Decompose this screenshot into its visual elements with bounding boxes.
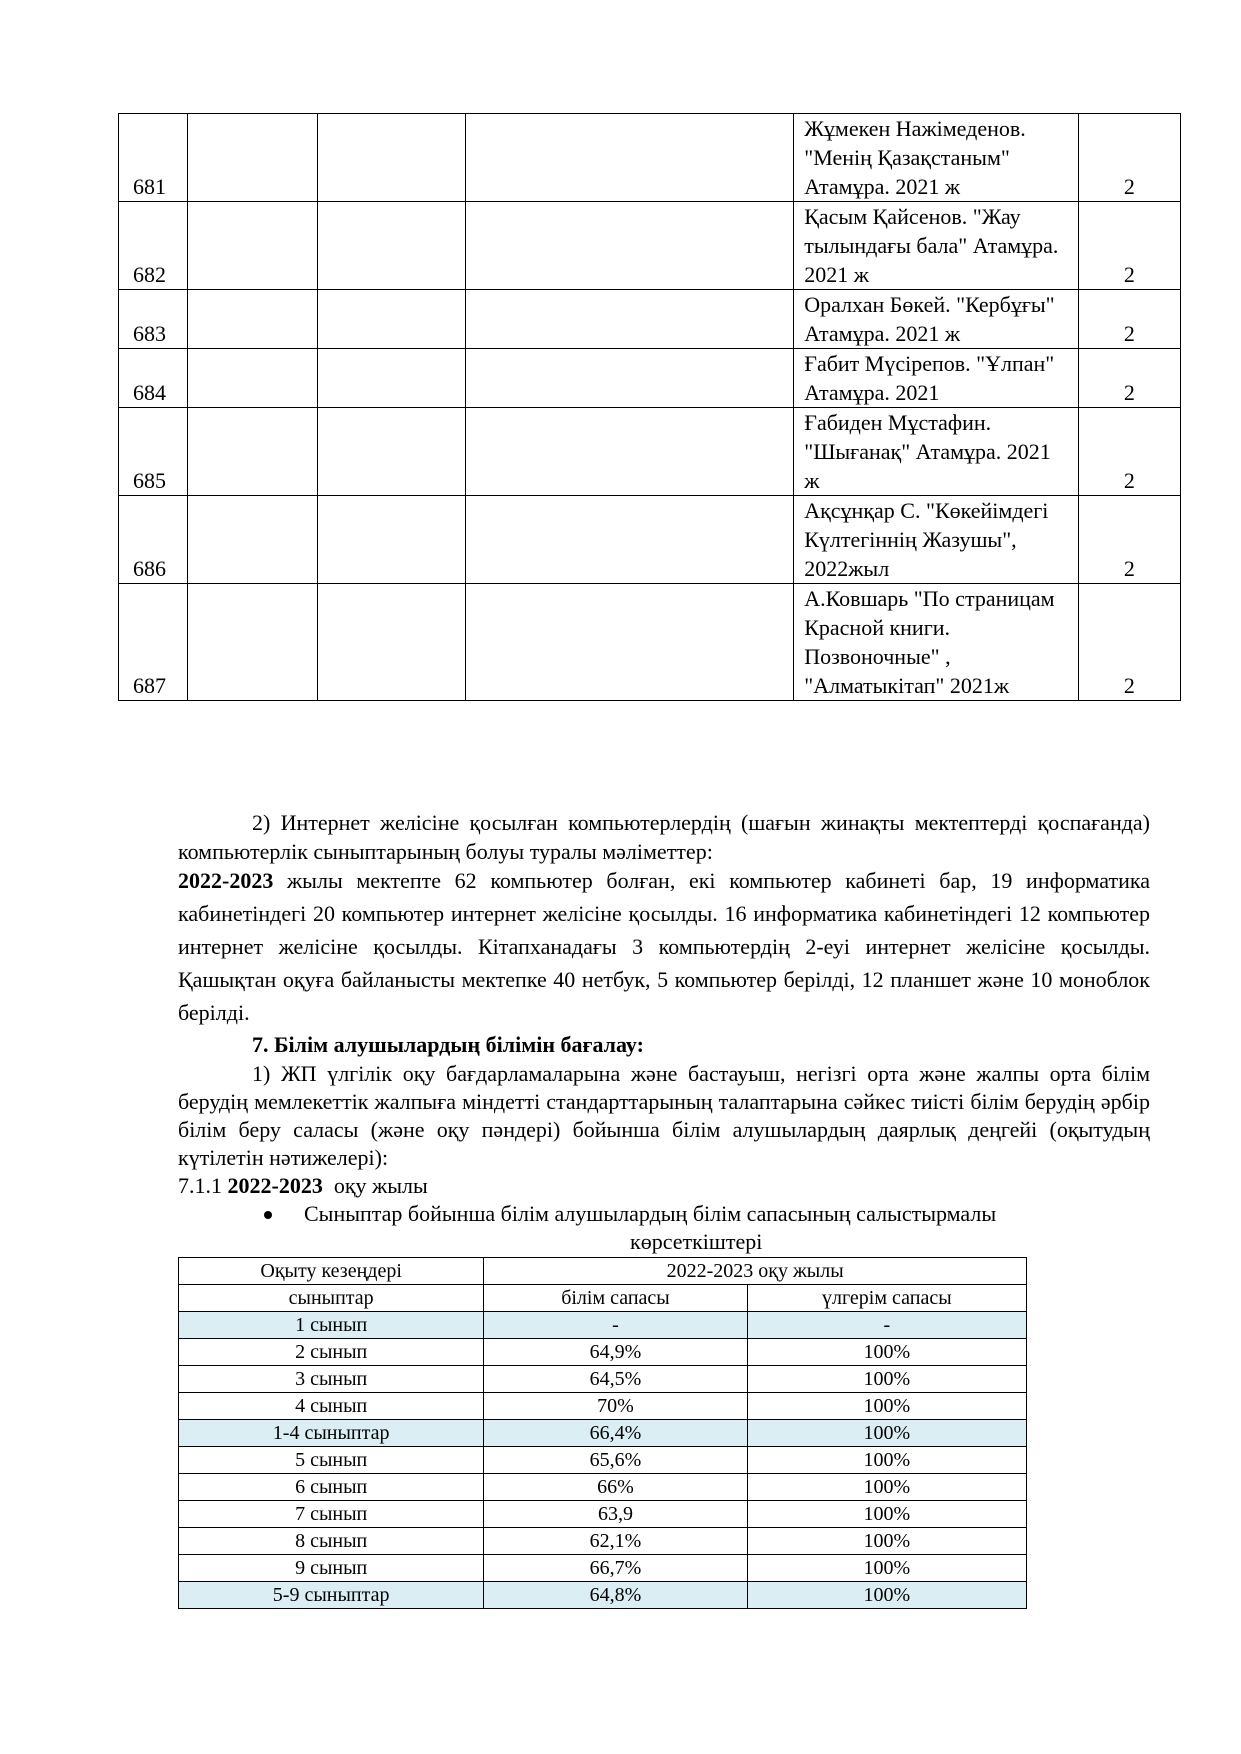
empty-cell [466, 408, 794, 496]
header-grades: сыныптар [179, 1285, 484, 1312]
progress-quality-cell: - [747, 1312, 1026, 1339]
empty-cell [318, 290, 466, 349]
book-row [119, 349, 1181, 408]
header-year: 2022-2023 оқу жылы [484, 1258, 1027, 1285]
subsection-rest: оқу жылы [322, 1173, 428, 1198]
bullet-text: Сыныптар бойынша білім алушылардың білім сапасының салыстырмалы [304, 1201, 997, 1226]
knowledge-quality-cell: 63,9 [484, 1501, 747, 1528]
quality-row [179, 1420, 1027, 1447]
grade-cell: 2 сынып [179, 1339, 484, 1366]
quality-row [179, 1339, 1027, 1366]
book-number: 683 [119, 290, 188, 349]
quality-row [179, 1312, 1027, 1339]
book-number: 685 [119, 408, 188, 496]
empty-cell [187, 349, 318, 408]
subsection-7-1-1 [178, 1172, 428, 1200]
book-title: Ақсұнқар С. "Көкейімдегі Күлтегіннің Жазушы", 2022жыл [794, 496, 1078, 584]
book-number: 687 [119, 584, 188, 701]
book-title: Қасым Қайсенов. "Жау тылындағы бала" Атамұра. 2021 ж [794, 202, 1078, 290]
progress-quality-cell: 100% [747, 1501, 1026, 1528]
quality-row [179, 1447, 1027, 1474]
knowledge-quality-cell: 70% [484, 1393, 747, 1420]
book-title: Ғабит Мүсірепов. "Ұлпан" Атамұра. 2021 [794, 349, 1078, 408]
progress-quality-cell: 100% [747, 1366, 1026, 1393]
subsection-number: 7.1.1 [178, 1173, 222, 1198]
progress-quality-cell: 100% [747, 1339, 1026, 1366]
empty-cell [466, 496, 794, 584]
progress-quality-cell: 100% [747, 1420, 1026, 1447]
progress-quality-cell: 100% [747, 1474, 1026, 1501]
quality-header-row-2 [179, 1285, 1027, 1312]
section-7-heading: 7. Білім алушылардың білімін бағалау: [252, 1032, 644, 1057]
knowledge-quality-cell: 64,5% [484, 1366, 747, 1393]
knowledge-quality-cell: - [484, 1312, 747, 1339]
grade-cell: 4 сынып [179, 1393, 484, 1420]
grade-cell: 3 сынып [179, 1366, 484, 1393]
year-bold: 2022-2023 [178, 868, 274, 893]
empty-cell [466, 584, 794, 701]
empty-cell [187, 202, 318, 290]
grade-cell: 9 сынып [179, 1555, 484, 1582]
empty-cell [187, 408, 318, 496]
quality-row [179, 1474, 1027, 1501]
grade-cell: 7 сынып [179, 1501, 484, 1528]
quality-table [178, 1257, 1027, 1609]
progress-quality-cell: 100% [747, 1555, 1026, 1582]
book-number: 682 [119, 202, 188, 290]
quality-row [179, 1393, 1027, 1420]
quality-row [179, 1366, 1027, 1393]
progress-quality-cell: 100% [747, 1528, 1026, 1555]
empty-cell [187, 114, 318, 202]
header-knowledge-quality: білім сапасы [484, 1285, 747, 1312]
empty-cell [187, 584, 318, 701]
book-row [119, 584, 1181, 701]
section-7-paragraph: 1) ЖП үлгілік оқу бағдарламаларына және бастауыш, негізгі орта және жалпы орта білім берудің мемлекеттік жалпыға міндетті стандарттарының талаптарына сәйкес тиісті білім берудің әрбір білім беру саласы (және оқу пәндері) бойынша білім алушылардың даярлық деңгейі (оқытудың күтілетін нәтижелері): [178, 1061, 1150, 1170]
knowledge-quality-cell: 62,1% [484, 1528, 747, 1555]
book-row [119, 408, 1181, 496]
quality-row [179, 1555, 1027, 1582]
book-title: Жұмекен Нажімеденов. "Менің Қазақстаным" Атамұра. 2021 ж [794, 114, 1078, 202]
book-quantity: 2 [1078, 202, 1180, 290]
knowledge-quality-cell: 66,4% [484, 1420, 747, 1447]
book-quantity: 2 [1078, 584, 1180, 701]
book-list-table [118, 113, 1181, 701]
quality-header-row-1 [179, 1258, 1027, 1285]
computers-info-paragraph [178, 864, 1150, 1029]
empty-cell [187, 290, 318, 349]
book-quantity: 2 [1078, 349, 1180, 408]
book-title: Ғабиден Мұстафин. "Шығанақ" Атамұра. 2021 ж [794, 408, 1078, 496]
book-quantity: 2 [1078, 496, 1180, 584]
progress-quality-cell: 100% [747, 1393, 1026, 1420]
book-number: 684 [119, 349, 188, 408]
empty-cell [187, 496, 318, 584]
grade-cell: 5 сынып [179, 1447, 484, 1474]
empty-cell [318, 202, 466, 290]
book-title: А.Ковшарь "По страницам Красной книги. Позвоночные" , "Алматыкітап" 2021ж [794, 584, 1078, 701]
empty-cell [318, 349, 466, 408]
knowledge-quality-cell: 64,8% [484, 1582, 747, 1609]
bullet-dot-icon [264, 1211, 272, 1219]
computers-info-text: жылы мектепте 62 компьютер болған, екі компьютер кабинеті бар, 19 информатика кабинетіндегі 20 компьютер интернет желісіне қосылды. 16 информатика кабинетіндегі 12 компьютер интернет желісіне қосылды. Кітапханадағы 3 компьютердің 2-еуі интернет желісіне қосылды. Қашықтан оқуға байланысты мектепке 40 нетбук, 5 компьютер берілді, 12 планшет және 10 моноблок берілді. [178, 868, 1150, 1025]
grade-cell: 6 сынып [179, 1474, 484, 1501]
grade-cell: 1-4 сыныптар [179, 1420, 484, 1447]
subsection-year: 2022-2023 [227, 1173, 323, 1198]
empty-cell [466, 349, 794, 408]
empty-cell [318, 584, 466, 701]
knowledge-quality-cell: 65,6% [484, 1447, 747, 1474]
knowledge-quality-cell: 66,7% [484, 1555, 747, 1582]
progress-quality-cell: 100% [747, 1447, 1026, 1474]
empty-cell [318, 408, 466, 496]
grade-cell: 1 сынып [179, 1312, 484, 1339]
knowledge-quality-cell: 66% [484, 1474, 747, 1501]
progress-quality-cell: 100% [747, 1582, 1026, 1609]
internet-computers-paragraph: 2) Интернет желісіне қосылған компьютерлердің (шағын жинақты мектептерді қоспағанда) компьютерлік сыныптарының болуы туралы мәліметтер: [178, 810, 1150, 864]
book-row [119, 114, 1181, 202]
book-quantity: 2 [1078, 114, 1180, 202]
grade-cell: 8 сынып [179, 1528, 484, 1555]
book-row [119, 202, 1181, 290]
book-quantity: 2 [1078, 290, 1180, 349]
book-title: Оралхан Бөкей. "Кербұғы" Атамұра. 2021 ж [794, 290, 1078, 349]
book-quantity: 2 [1078, 408, 1180, 496]
empty-cell [318, 496, 466, 584]
book-number: 686 [119, 496, 188, 584]
empty-cell [466, 202, 794, 290]
book-row [119, 496, 1181, 584]
quality-row [179, 1582, 1027, 1609]
book-row [119, 290, 1181, 349]
book-number: 681 [119, 114, 188, 202]
knowledge-quality-cell: 64,9% [484, 1339, 747, 1366]
empty-cell [466, 290, 794, 349]
header-period: Оқыту кезеңдері [179, 1258, 484, 1285]
grade-cell: 5-9 сыныптар [179, 1582, 484, 1609]
bullet-text-continuation: көрсеткіштері [630, 1229, 763, 1254]
empty-cell [466, 114, 794, 202]
empty-cell [318, 114, 466, 202]
quality-row [179, 1501, 1027, 1528]
quality-row [179, 1528, 1027, 1555]
header-progress-quality: үлгерім сапасы [747, 1285, 1026, 1312]
